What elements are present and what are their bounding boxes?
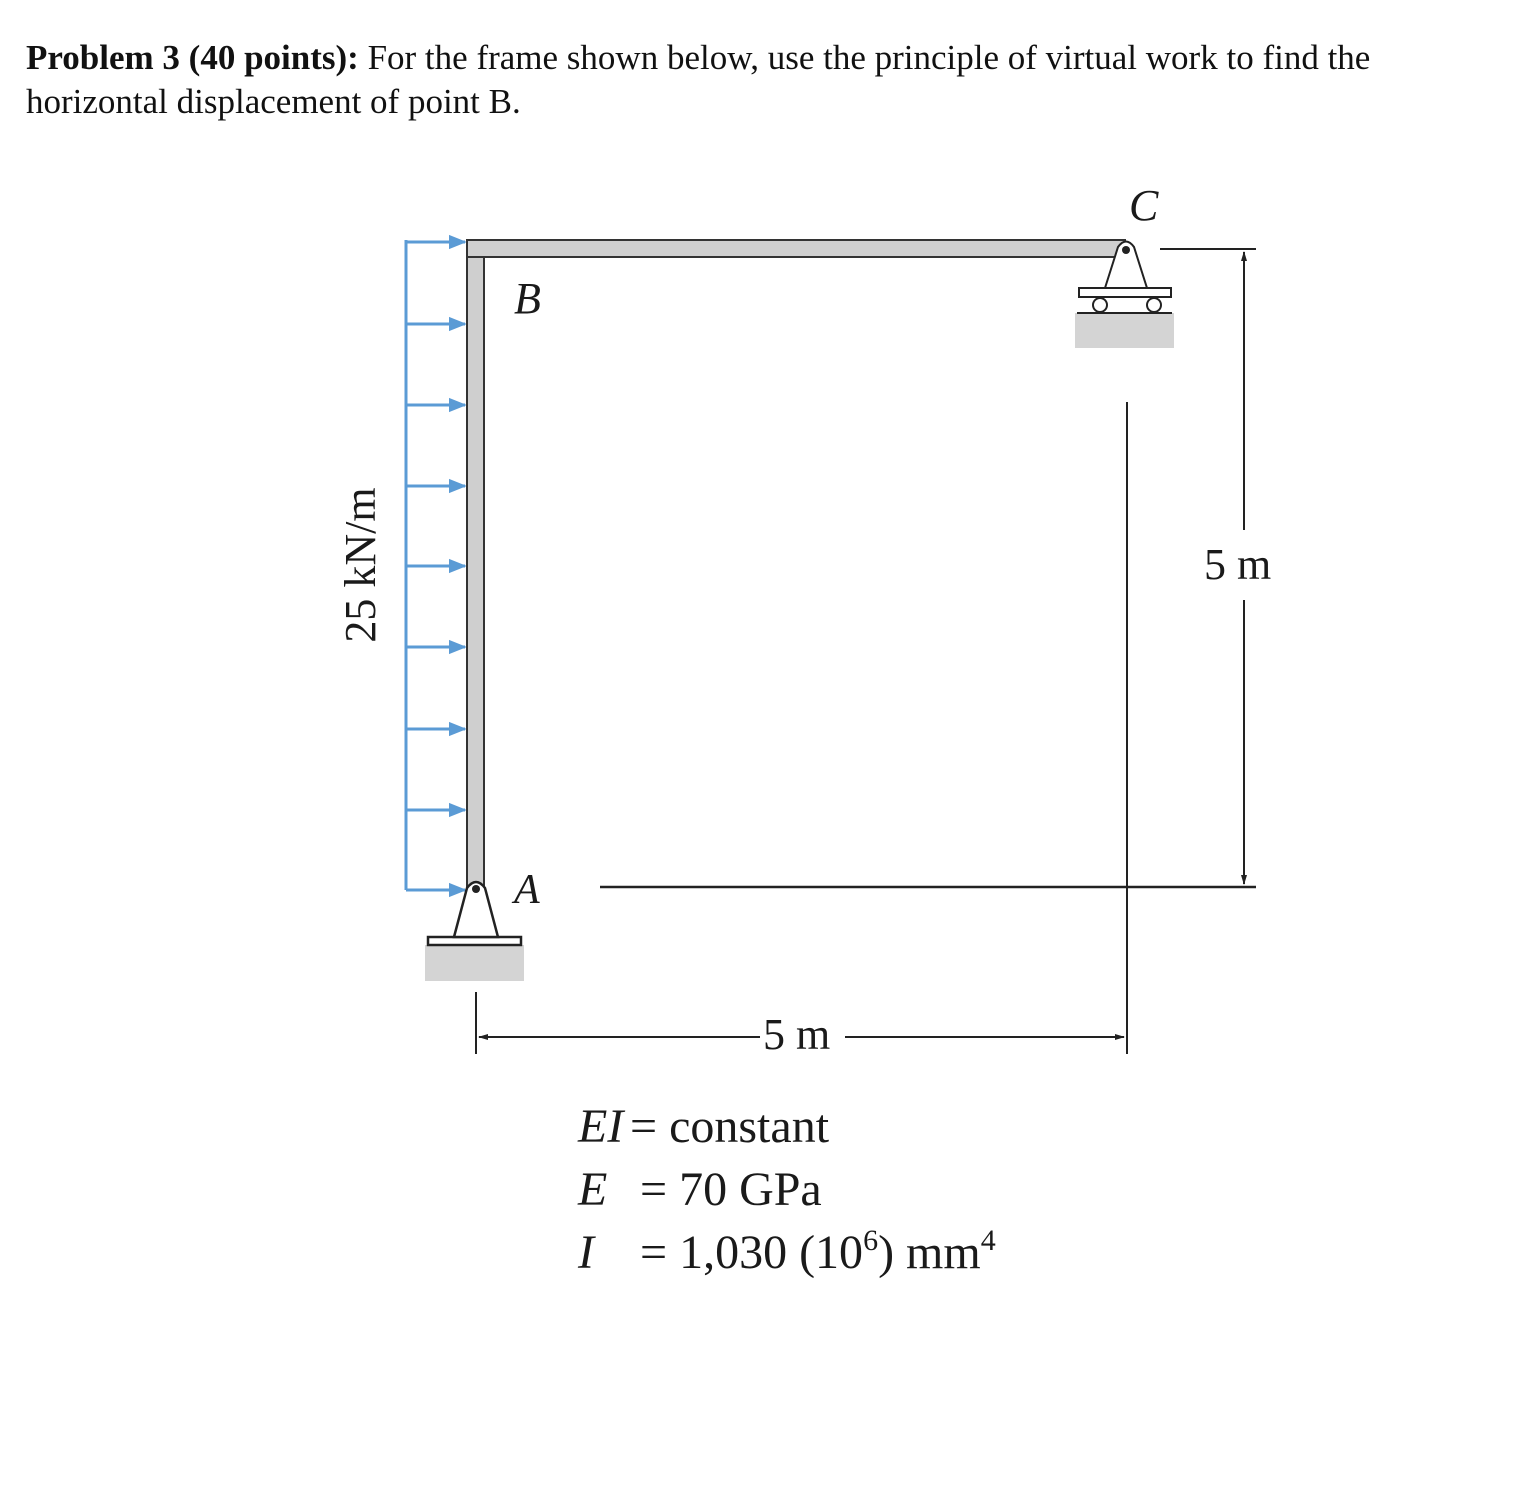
pin-support-A <box>425 882 524 981</box>
ei-value: = constant <box>630 1100 830 1153</box>
dim-vertical-label: 5 m <box>1204 540 1272 589</box>
roller-wheel-C <box>1147 298 1161 312</box>
ground-C <box>1075 313 1174 348</box>
label-A: A <box>514 867 540 913</box>
e-value: = 70 GPa <box>640 1163 822 1216</box>
problem-text: For the frame shown below, use the principle of virtual work to find the horizontal displacement of point B. <box>26 38 1371 121</box>
ground-A <box>425 945 524 981</box>
i-unit-exponent: 4 <box>980 1224 996 1257</box>
pin-A <box>472 885 480 893</box>
i-symbol: I <box>578 1226 594 1279</box>
e-symbol: E <box>578 1163 608 1216</box>
label-B: B <box>514 274 541 323</box>
dim-horizontal-label: 5 m <box>763 1010 831 1059</box>
distributed-load <box>406 240 465 890</box>
i-exponent: 6 <box>863 1224 879 1257</box>
load-label: 25 kN/m <box>336 487 385 643</box>
i-row <box>577 1224 996 1279</box>
problem-heading: Problem 3 (40 points): <box>26 38 359 77</box>
section-properties <box>577 1100 996 1279</box>
column-AB <box>467 240 484 888</box>
pin-C <box>1122 246 1130 254</box>
frame-joint-B <box>468 241 483 256</box>
frame <box>467 240 1125 888</box>
ei-row <box>577 1100 830 1153</box>
horizontal-dimension <box>476 402 1127 1054</box>
i-value: = 1,030 (10 <box>640 1226 864 1279</box>
label-C: C <box>1129 181 1159 230</box>
roller-wheel-C <box>1093 298 1107 312</box>
roller-plate-C <box>1079 288 1171 297</box>
e-row <box>577 1163 822 1216</box>
i-unit: ) mm <box>878 1226 981 1279</box>
beam-BC <box>467 240 1125 257</box>
ei-symbol: EI <box>578 1100 624 1153</box>
